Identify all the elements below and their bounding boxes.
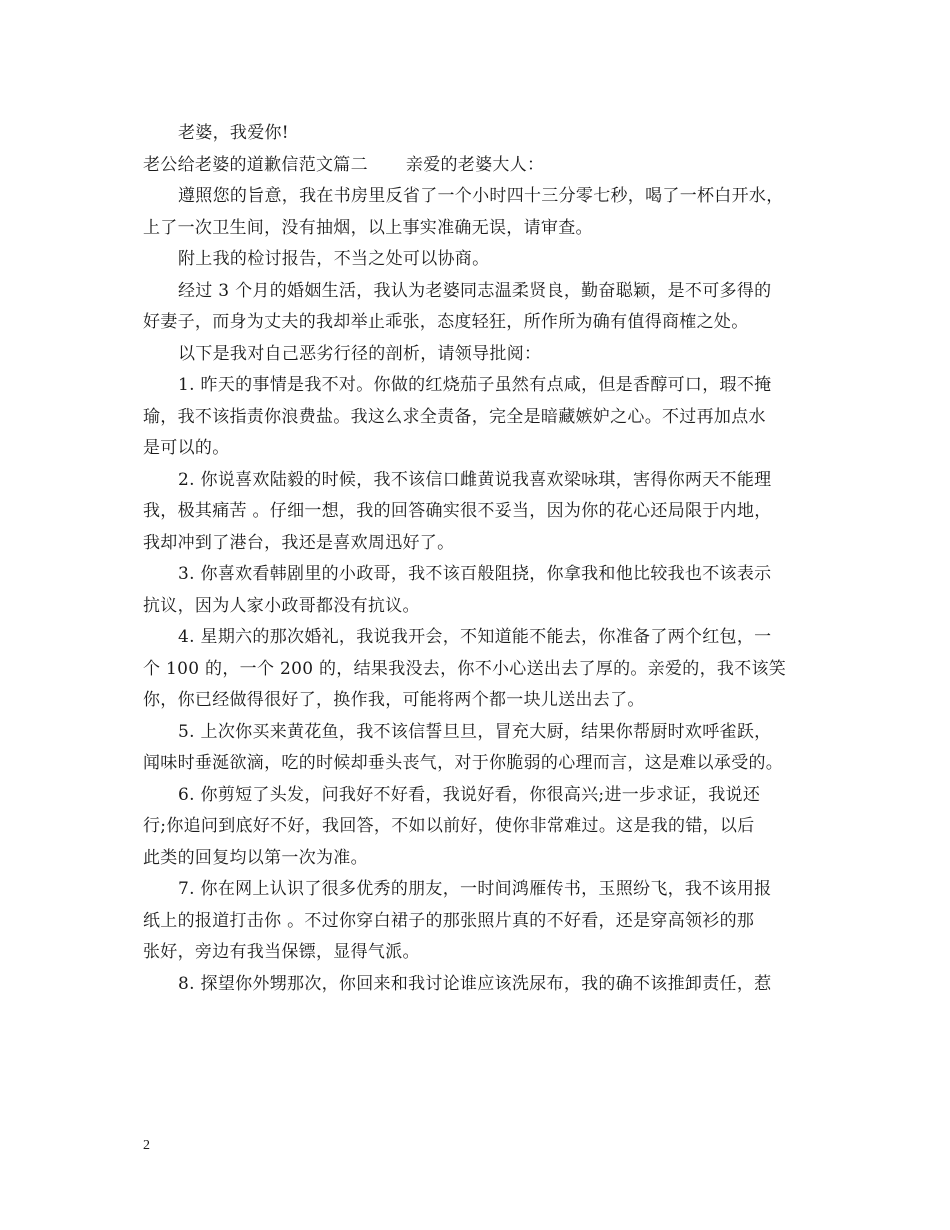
line-text: 好妻子，而身为丈夫的我却举止乖张，态度轻狂，所作所为确有值得商榷之处。	[143, 312, 749, 332]
line-text: 张好，旁边有我当保镖，显得气派。	[143, 942, 420, 962]
paragraph-line	[143, 181, 815, 213]
page-number: 2	[143, 1138, 150, 1153]
paragraph-line	[143, 717, 815, 749]
paragraph-line	[143, 559, 815, 591]
paragraph-line	[143, 591, 815, 623]
line-text: 8. 探望你外甥那次，你回来和我讨论谁应该洗尿布，我的确不该推卸责任，惹	[178, 973, 772, 994]
paragraph-line	[143, 685, 815, 717]
section-title: 老公给老婆的道歉信范文篇二	[143, 154, 368, 175]
line-text: 你，你已经做得很好了，换作我，可能将两个都一块儿送出去了。	[143, 690, 645, 710]
section-title-line	[143, 150, 815, 182]
line-text: 我，极其痛苦 。仔细一想，我的回答确实很不妥当，因为你的花心还局限于内地，	[143, 501, 772, 521]
line-text: 3. 你喜欢看韩剧里的小政哥，我不该百般阻挠，你拿我和他比较我也不该表示	[178, 564, 772, 584]
line-text: 2. 你说喜欢陆毅的时候，我不该信口雌黄说我喜欢梁咏琪，害得你两天不能理	[178, 469, 772, 490]
line-text: 以下是我对自己恶劣行径的剖析，请领导批阅：	[178, 343, 542, 364]
paragraph-line	[143, 118, 815, 150]
line-text: 我却冲到了港台，我还是喜欢周迅好了。	[143, 532, 455, 553]
line-text: 行;你追问到底好不好，我回答，不如以前好，使你非常难过。这是我的错，以后	[143, 816, 755, 836]
line-text: 经过 3 个月的婚姻生活，我认为老婆同志温柔贤良，勤奋聪颖，是不可多得的	[178, 280, 772, 301]
line-text: 7. 你在网上认识了很多优秀的朋友，一时间鸿雁传书，玉照纷飞，我不该用报	[178, 879, 772, 899]
paragraph-line	[143, 906, 815, 938]
line-text: 此类的回复均以第一次为准。	[143, 847, 368, 868]
line-text: 老婆，我爱你!	[178, 123, 289, 143]
line-text: 是可以的。	[143, 438, 230, 458]
line-text: 6. 你剪短了头发，问我好不好看，我说好看，你很高兴;进一步求证，我说还	[178, 784, 761, 805]
line-text: 附上我的检讨报告，不当之处可以协商。	[178, 249, 490, 269]
paragraph-line	[143, 654, 815, 686]
line-text: 1. 昨天的事情是我不对。你做的红烧茄子虽然有点咸，但是香醇可口，瑕不掩	[178, 375, 772, 395]
paragraph-line	[143, 402, 815, 434]
paragraph-line	[143, 307, 815, 339]
paragraph-line	[143, 780, 815, 812]
paragraph-line	[143, 874, 815, 906]
paragraph-line	[143, 811, 815, 843]
paragraph-line	[143, 748, 815, 780]
line-text: 个 100 的，一个 200 的，结果我没去，你不小心送出去了厚的。亲爱的，我不该笑	[143, 658, 787, 679]
line-text: 遵照您的旨意，我在书房里反省了一个小时四十三分零七秒，喝了一杯白开水，	[178, 186, 784, 206]
line-text: 上了一次卫生间，没有抽烟，以上事实准确无误，请审查。	[143, 217, 593, 238]
paragraph-line	[143, 937, 815, 969]
line-text: 5. 上次你买来黄花鱼，我不该信誓旦旦，冒充大厨，结果你帮厨时欢呼雀跃，	[178, 721, 772, 742]
line-text: 4. 星期六的那次婚礼，我说我开会，不知道能不能去，你准备了两个红包，一	[178, 627, 772, 647]
paragraph-line	[143, 528, 815, 560]
paragraph-line	[143, 465, 815, 497]
paragraph-line	[143, 276, 815, 308]
line-text: 瑜，我不该指责你浪费盐。我这么求全责备，完全是暗藏嫉妒之心。不过再加点水	[143, 406, 766, 427]
paragraph-line	[143, 969, 815, 1001]
line-text: 闻味时垂涎欲滴，吃的时候却垂头丧气，对于你脆弱的心理而言，这是难以承受的。	[143, 753, 784, 773]
paragraph-line	[143, 244, 815, 276]
line-text: 抗议，因为人家小政哥都没有抗议。	[143, 595, 420, 616]
paragraph-line	[143, 843, 815, 875]
paragraph-line	[143, 433, 815, 465]
paragraph-line	[143, 339, 815, 371]
paragraph-line	[143, 370, 815, 402]
paragraph-line	[143, 213, 815, 245]
salutation: 亲爱的老婆大人：	[405, 154, 545, 175]
document-body	[143, 118, 815, 1000]
line-text: 纸上的报道打击你 。不过你穿白裙子的那张照片真的不好看，还是穿高领衫的那	[143, 910, 755, 931]
paragraph-line	[143, 496, 815, 528]
paragraph-line	[143, 622, 815, 654]
